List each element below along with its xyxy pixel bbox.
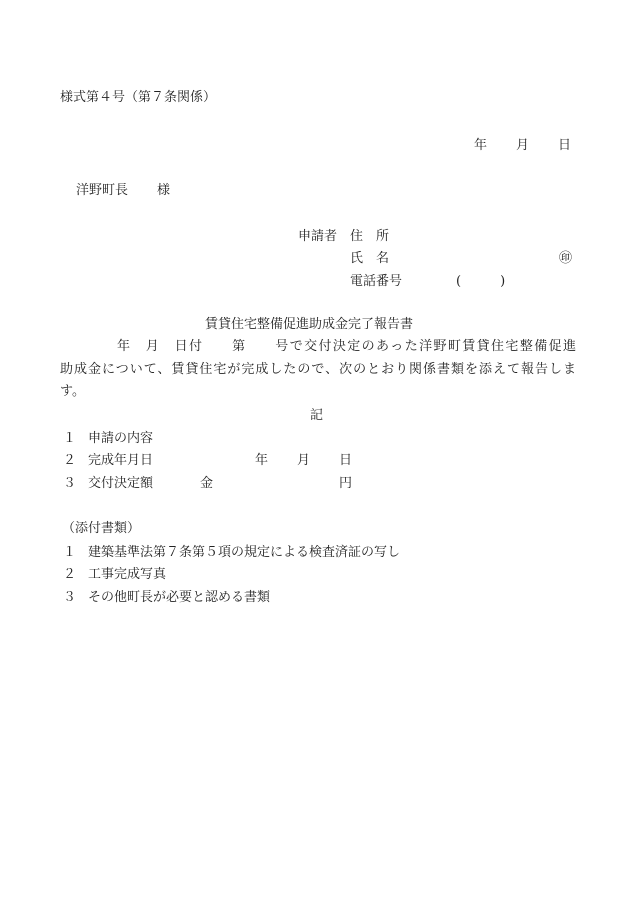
ki-marker: 記 [310, 408, 324, 423]
attachments-heading: （添付書類） [62, 521, 141, 536]
item-3-yen: 円 [339, 476, 353, 491]
item-1-number: １ [63, 431, 77, 446]
attachment-2-number: ２ [63, 567, 77, 582]
attachment-1-number: １ [63, 545, 77, 560]
item-2-label: 完成年月日 [88, 453, 154, 468]
attachment-3-text: その他町長が必要と認める書類 [88, 590, 271, 605]
applicant-phone-paren: ( ) [456, 274, 506, 289]
body-line-3: す。 [60, 384, 85, 399]
item-2-number: ２ [63, 453, 77, 468]
addressee-honorific: 様 [157, 183, 171, 198]
seal-mark: ㊞ [559, 251, 573, 266]
item-2-day: 日 [339, 453, 353, 468]
applicant-address-label: 住 所 [350, 229, 390, 244]
document-title: 賃貸住宅整備促進助成金完了報告書 [205, 317, 414, 332]
date-year-label: 年 [474, 138, 488, 153]
item-3-kin: 金 [200, 476, 214, 491]
body-line-2: 助成金について、賃貸住宅が完成したので、次のとおり関係書類を添えて報告しま [60, 362, 576, 377]
date-month-label: 月 [516, 138, 530, 153]
applicant-phone-label: 電話番号 [350, 274, 403, 289]
addressee-name: 洋野町長 [76, 183, 129, 198]
date-day-label: 日 [558, 138, 572, 153]
form-number: 様式第４号（第７条関係） [60, 90, 217, 105]
item-3-number: ３ [63, 476, 77, 491]
body-line-1: 年 月 日付 第 号で交付決定のあった洋野町賃貸住宅整備促進 [117, 339, 576, 354]
applicant-name-label: 氏 名 [350, 251, 390, 266]
item-3-label: 交付決定額 [88, 476, 154, 491]
item-2-year: 年 [255, 453, 269, 468]
attachment-3-number: ３ [63, 590, 77, 605]
item-1-label: 申請の内容 [88, 431, 154, 446]
attachment-2-text: 工事完成写真 [88, 567, 167, 582]
item-2-month: 月 [297, 453, 311, 468]
applicant-label: 申請者 [298, 229, 338, 244]
attachment-1-text: 建築基準法第７条第５項の規定による検査済証の写し [88, 545, 401, 560]
